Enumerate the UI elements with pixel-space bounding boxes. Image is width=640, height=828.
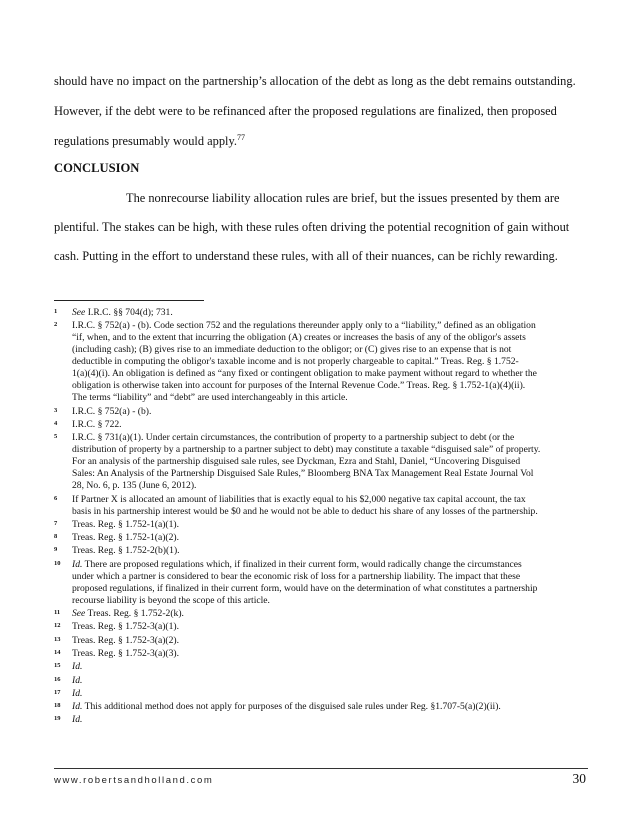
footnote-line-text: Treas. Reg. § 1.752-3(a)(1).	[72, 621, 180, 633]
footnote-number: 13	[54, 635, 61, 643]
footnote-line	[72, 571, 594, 583]
footnote-line	[72, 344, 594, 356]
footnote-line-text: recourse liability is beyond the scope of this article.	[72, 594, 270, 606]
footnote-line	[72, 701, 594, 713]
footnote-line-text: Treas. Reg. § 1.752-2(k).	[85, 608, 184, 619]
footnote-line-text: For an analysis of the partnership disguised sale rules, see Dyckman, Ezra and Stahl, Daniel, “Uncovering Disguised	[72, 456, 521, 468]
footnote	[54, 320, 594, 404]
footnote-line	[72, 595, 594, 607]
footnote-number: 9	[54, 546, 58, 554]
footnote	[54, 661, 594, 673]
footnote	[54, 406, 594, 418]
footnote-line-text: obligation is otherwise taken into account for purposes of the Internal Revenue Code.” Treas. Reg. § 1.752-1(a)(4)(ii).	[72, 380, 526, 392]
footnote-line	[72, 406, 594, 418]
footnote-line-text: deductible in computing the obligor's taxable income and is not properly chargeable to capital.” Treas. Reg. § 1.752-	[72, 356, 519, 368]
footnote-line-text: There are proposed regulations which, if finalized in their current form, would radically change the circumstances	[82, 558, 522, 570]
footnote-text	[72, 688, 594, 700]
footnote-line-text: proposed regulations, if finalized in their current form, would have on the determination of what constitutes a partnership	[72, 582, 538, 594]
footnote-line-text: Treas. Reg. § 1.752-1(a)(2).	[72, 532, 180, 544]
footnote-line-text: basis in his partnership interest would be $0 and he would not be able to deduct his share of any losses of the partnership.	[72, 505, 538, 517]
footer-divider	[54, 768, 588, 769]
footnote-line	[72, 675, 594, 687]
footnote-text	[72, 432, 594, 492]
footnote	[54, 532, 594, 544]
footnote-line-text: Treas. Reg. § 1.752-2(b)(1).	[72, 545, 180, 557]
footnote	[54, 494, 594, 518]
footnote-line-text: I.R.C. § 752(a) - (b). Code section 752 and the regulations thereunder apply only to a “liability,” defined as an obligation	[72, 320, 536, 332]
footnote-text	[72, 532, 594, 544]
footnote-line	[72, 468, 594, 480]
footnote-number: 7	[54, 519, 58, 527]
footnote	[54, 559, 594, 607]
footnote-number: 8	[54, 533, 58, 541]
footnote-line-text: under which a partner is considered to bear the economic risk of loss for a partnership liability. The impact that these	[72, 570, 521, 582]
footnote	[54, 419, 594, 431]
footnote-citation-signal: Id.	[72, 661, 83, 673]
footnote-line	[72, 307, 594, 319]
footnote-line-text: distribution of property by a partnership to a partner subject to debt) may constitute a taxable “disguised sale” of property.	[72, 444, 541, 456]
footnote-line	[72, 545, 594, 557]
footnote-line	[72, 444, 594, 456]
footnote-number: 1	[54, 308, 58, 315]
footnote-line-text: 28, No. 6, p. 135 (June 6, 2012).	[72, 480, 197, 492]
footnote-text	[72, 675, 594, 687]
footnote-text	[72, 608, 594, 620]
footnote-number: 4	[54, 419, 58, 427]
footnote-line-text: Treas. Reg. § 1.752-3(a)(2).	[72, 634, 180, 646]
footnote-line-text: “if, when, and to the extent that incurring the obligation (A) creates or increases the basis of any of the obligor's assets	[72, 332, 526, 344]
footnote-line-text: I.R.C. § 722.	[72, 418, 122, 430]
body-line	[54, 133, 588, 149]
footnote-number: 15	[54, 662, 61, 670]
footnote-line	[72, 480, 594, 492]
body-line: plentiful. The stakes can be high, with these rules often driving the potential recognition of gain without	[54, 220, 570, 234]
footnote	[54, 648, 594, 660]
footnote-line	[72, 621, 594, 633]
page-number: 30	[572, 771, 586, 786]
section-heading: CONCLUSION	[54, 161, 140, 175]
footnote-citation-signal: Id.	[72, 687, 83, 699]
footnote-number: 3	[54, 406, 58, 414]
footnote-number: 17	[54, 688, 61, 696]
footnote-number: 5	[54, 433, 58, 441]
body-line: However, if the debt were to be refinanced after the proposed regulations are finalized, then proposed	[54, 104, 557, 118]
body-line: cash. Putting in the effort to understand these rules, with all of their nuances, can be richly rewarding.	[54, 249, 558, 263]
footnote-line	[72, 583, 594, 595]
footnote-number: 2	[54, 321, 58, 329]
footnote-line	[72, 532, 594, 544]
footnote-citation-signal: See	[72, 307, 86, 318]
footnote-citation-signal: See	[72, 608, 86, 619]
footnote-line	[72, 506, 594, 518]
footnote-text	[72, 559, 594, 607]
footnote	[54, 545, 594, 557]
footnote	[54, 714, 594, 726]
footnote-line-text: 1(a)(4)(i). An obligation is defined as “any fixed or contingent obligation to make payment without regard to whether the	[72, 368, 537, 380]
footnote	[54, 432, 594, 492]
footnote-citation-signal: Id.	[72, 701, 83, 713]
footnote-text	[72, 648, 594, 660]
footnote-line	[72, 356, 594, 368]
footnote	[54, 701, 594, 713]
footnote-line	[72, 320, 594, 332]
footnote-text	[72, 419, 594, 431]
footnote-text	[72, 494, 594, 518]
footnote-number: 10	[54, 559, 61, 567]
footnote-line	[72, 688, 594, 700]
footnote-reference[interactable]: 77	[236, 132, 245, 142]
footnote-text	[72, 519, 594, 531]
footnote-line-text: Sales: An Analysis of the Partnership Disguised Sale Rules,” Bloomberg BNA Tax Management Real Estate Journal Vol	[72, 468, 534, 480]
footnote-number: 11	[54, 609, 61, 616]
footnote	[54, 688, 594, 700]
footnote-line-text: (including cash); (B) gives rise to an immediate deduction to the obligor; or (C) gives rise to an expense that is not	[72, 344, 512, 356]
footnote-citation-signal: Id.	[72, 714, 83, 726]
footnote-citation-signal: Id.	[72, 674, 83, 686]
body-line-text: regulations presumably would apply.	[54, 134, 237, 148]
footnote-citation-signal: Id.	[72, 558, 83, 570]
footnote-number: 18	[54, 702, 61, 710]
footnote-line	[72, 648, 594, 660]
footnote-line	[72, 392, 594, 404]
footnote-text	[72, 701, 594, 713]
footnote-number: 16	[54, 675, 61, 683]
footnote-number: 6	[54, 494, 58, 502]
footnote-number: 19	[54, 715, 61, 723]
footnote-text	[72, 320, 594, 404]
footnote-line-text: I.R.C. § 731(a)(1). Under certain circumstances, the contribution of property to a partnership subject to debt (or the	[72, 432, 515, 444]
footnote-number: 14	[54, 648, 61, 656]
footnote-line	[72, 559, 594, 571]
footnote-text	[72, 635, 594, 647]
footnote-line	[72, 494, 594, 506]
body-line: The nonrecourse liability allocation rules are brief, but the issues presented by them are	[126, 191, 560, 205]
footnote-line	[72, 456, 594, 468]
footnote-line-text: The terms “liability” and “debt” are used interchangeably in this article.	[72, 392, 348, 404]
footnote-text	[72, 714, 594, 726]
footnote	[54, 307, 594, 319]
footnote-line	[72, 380, 594, 392]
footnote-line	[72, 432, 594, 444]
footnote-line	[72, 661, 594, 673]
footnote-line	[72, 332, 594, 344]
footnote	[54, 621, 594, 633]
footnote-line	[72, 519, 594, 531]
footnote-line-text: I.R.C. §§ 704(d); 731.	[85, 307, 173, 318]
footnote	[54, 635, 594, 647]
footnote	[54, 519, 594, 531]
footnote-line	[72, 608, 594, 620]
footnote	[54, 608, 594, 620]
footnote-line-text: I.R.C. § 752(a) - (b).	[72, 405, 152, 417]
footnote-line	[72, 635, 594, 647]
footnote-separator	[54, 300, 204, 301]
footnote	[54, 675, 594, 687]
footnote-text	[72, 621, 594, 633]
footnote-text	[72, 406, 594, 418]
footnote-line-text: If Partner X is allocated an amount of liabilities that is exactly equal to his $2,000 negative tax capital account, the tax	[72, 493, 526, 505]
footnote-line-text: Treas. Reg. § 1.752-3(a)(3).	[72, 647, 180, 659]
footnote-text	[72, 545, 594, 557]
footnote-line-text: This additional method does not apply for purposes of the disguised sale rules under Reg. §1.707-5(a)(2)(ii).	[82, 701, 501, 713]
footnote-text	[72, 661, 594, 673]
footnote-line	[72, 419, 594, 431]
footnote-line	[72, 714, 594, 726]
body-line: should have no impact on the partnership’s allocation of the debt as long as the debt remains outstanding.	[54, 74, 576, 88]
footnote-line-text: Treas. Reg. § 1.752-1(a)(1).	[72, 518, 180, 530]
footnote-number: 12	[54, 622, 61, 630]
footnote-text	[72, 307, 594, 319]
footer-url[interactable]: www.robertsandholland.com	[54, 775, 214, 786]
footnote-line	[72, 368, 594, 380]
